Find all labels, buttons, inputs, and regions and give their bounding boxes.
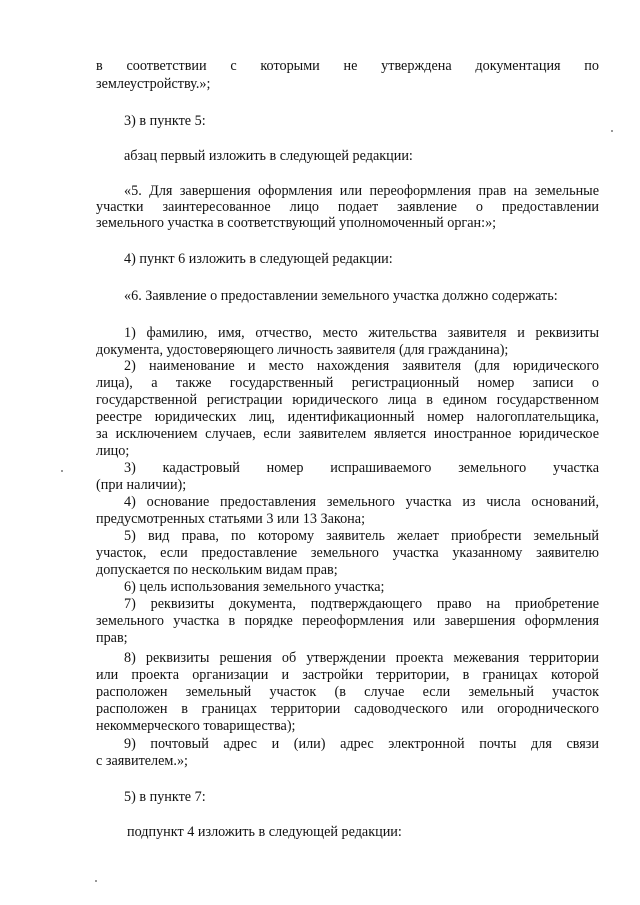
text-line: в соответствии с которыми не утверждена документация по	[96, 58, 599, 74]
list-item: государственной регистрации юридического лица в едином государственном	[96, 392, 599, 408]
list-item: с заявителем.»;	[96, 753, 188, 769]
list-item: 8) реквизиты решения об утверждении проекта межевания территории	[124, 650, 599, 666]
list-item: (при наличии);	[96, 477, 187, 493]
text-line: подпункт 4 изложить в следующей редакции:	[127, 824, 402, 840]
quote-line: земельного участка в соответствующий уполномоченный орган:»;	[96, 215, 497, 231]
list-item: допускается по нескольким видам прав;	[96, 562, 338, 578]
list-item: участок, если предоставление земельного участка указанному заявителю	[96, 545, 599, 561]
list-item: или проекта организации и застройки территории, в границах которой	[96, 667, 599, 683]
list-heading: 4) пункт 6 изложить в следующей редакции:	[124, 251, 393, 267]
list-item: лицо;	[96, 443, 130, 459]
text-line: землеустройству.»;	[96, 76, 211, 92]
list-heading: 5) в пункте 7:	[124, 789, 206, 805]
list-heading: 3) в пункте 5:	[124, 113, 206, 129]
list-item: расположен в границах территории садоводческого или огороднического	[96, 701, 599, 717]
scan-speck	[95, 880, 97, 882]
scan-speck	[61, 470, 63, 472]
list-item: 1) фамилию, имя, отчество, место жительства заявителя и реквизиты	[124, 325, 599, 341]
list-item: документа, удостоверяющего личность заявителя (для гражданина);	[96, 342, 509, 358]
list-item: 9) почтовый адрес и (или) адрес электронной почты для связи	[124, 736, 599, 752]
quote-line: участки заинтересованное лицо подает заявление о предоставлении	[96, 199, 599, 215]
text-line: абзац первый изложить в следующей редакции:	[124, 148, 413, 164]
list-item: 5) вид права, по которому заявитель желает приобрести земельный	[124, 528, 599, 544]
list-item: 3) кадастровый номер испрашиваемого земельного участка	[124, 460, 599, 476]
list-item: предусмотренных статьями 3 или 13 Закона;	[96, 511, 366, 527]
list-item: за исключением случаев, если заявителем является иностранное юридическое	[96, 426, 599, 442]
list-item: реестре юридических лиц, идентификационный номер налогоплательщика,	[96, 409, 599, 425]
list-item: расположен земельный участок (в случае если земельный участок	[96, 684, 599, 700]
list-item: прав;	[96, 630, 128, 646]
quote-line: «6. Заявление о предоставлении земельного участка должно содержать:	[124, 288, 558, 304]
list-item: 2) наименование и место нахождения заявителя (для юридического	[124, 358, 599, 374]
quote-line: «5. Для завершения оформления или переоформления прав на земельные	[124, 183, 599, 199]
list-item: земельного участка в порядке переоформления или завершения оформления	[96, 613, 599, 629]
list-item: лица), а также государственный регистрационный номер записи о	[96, 375, 599, 391]
scan-speck	[611, 130, 613, 132]
list-item: 4) основание предоставления земельного участка из числа оснований,	[124, 494, 599, 510]
list-item: 7) реквизиты документа, подтверждающего право на приобретение	[124, 596, 599, 612]
list-item: некоммерческого товарищества);	[96, 718, 296, 734]
list-item: 6) цель использования земельного участка;	[124, 579, 385, 595]
